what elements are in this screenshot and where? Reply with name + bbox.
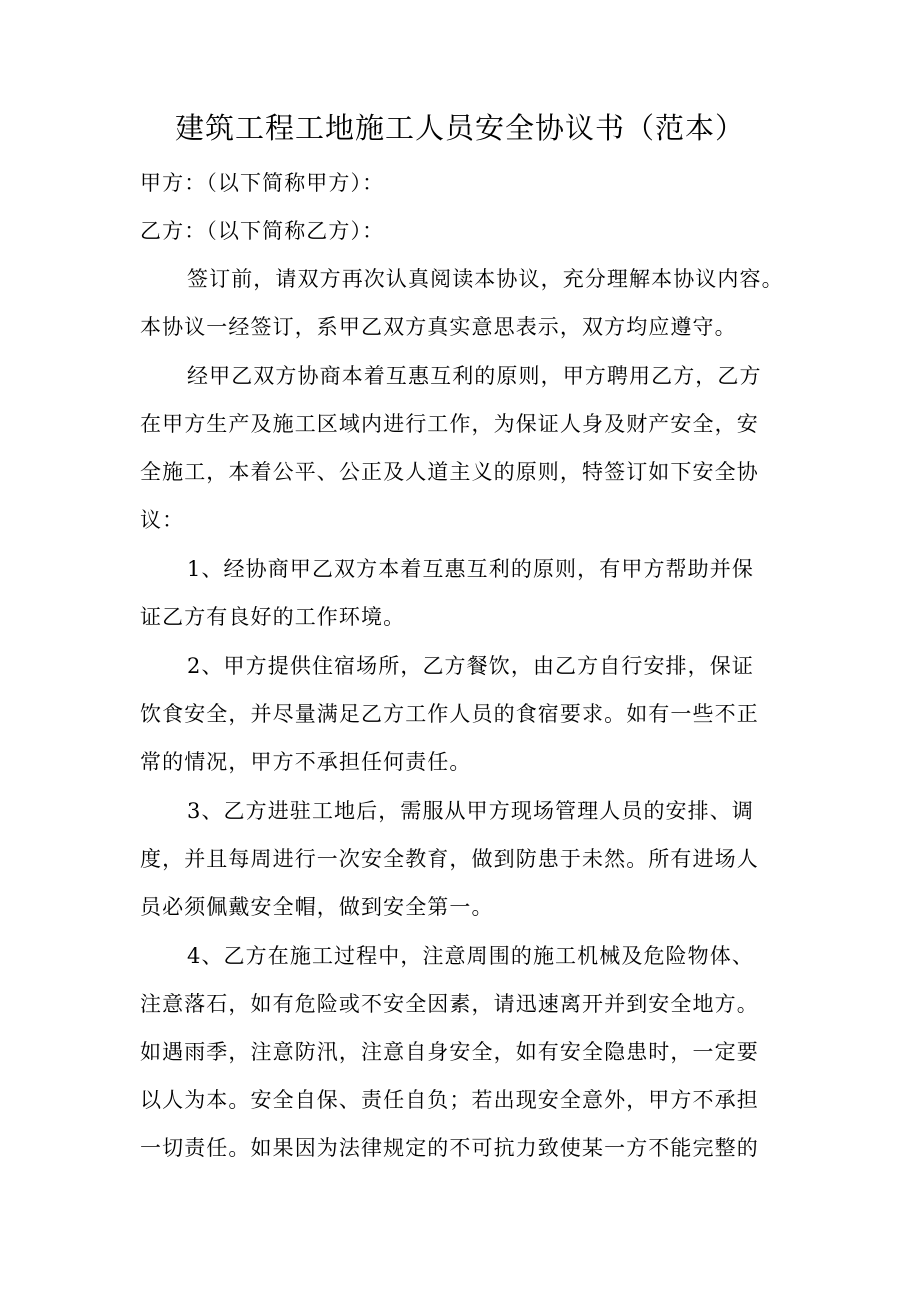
party-b-line: 乙方：（以下简称乙方）： bbox=[140, 219, 385, 243]
text-line: 注意落石，如有危险或不安全因素，请迅速离开并到安全地方。 bbox=[140, 992, 759, 1016]
text-line: 4、乙方在施工过程中，注意周围的施工机械及危险物体、 bbox=[187, 944, 754, 968]
text-line: 以人为本。安全自保、责任自负；若出现安全意外，甲方不承担 bbox=[140, 1088, 759, 1112]
text-line: 签订前，请双方再次认真阅读本协议，充分理解本协议内容。 bbox=[187, 267, 784, 291]
text-line: 议： bbox=[140, 508, 185, 532]
text-line: 经甲乙双方协商本着互惠互利的原则，甲方聘用乙方，乙方 bbox=[187, 364, 762, 388]
text-line: 1、经协商甲乙双方本着互惠互利的原则，有甲方帮助并保 bbox=[187, 557, 754, 581]
text-line: 本协议一经签订，系甲乙双方真实意思表示，双方均应遵守。 bbox=[140, 315, 737, 339]
text-line: 如遇雨季，注意防汛，注意自身安全，如有安全隐患时，一定要 bbox=[140, 1040, 759, 1064]
text-line: 一切责任。如果因为法律规定的不可抗力致使某一方不能完整的 bbox=[140, 1136, 759, 1160]
text-line: 度，并且每周进行一次安全教育，做到防患于未然。所有进场人 bbox=[140, 847, 759, 871]
text-line: 常的情况，甲方不承担任何责任。 bbox=[140, 750, 472, 774]
document-title: 建筑工程工地施工人员安全协议书（范本） bbox=[174, 111, 745, 145]
text-line: 饮食安全，并尽量满足乙方工作人员的食宿要求。如有一些不正 bbox=[140, 702, 759, 726]
text-line: 员必须佩戴安全帽，做到安全第一。 bbox=[140, 895, 494, 919]
text-line: 3、乙方进驻工地后，需服从甲方现场管理人员的安排、调 bbox=[187, 799, 754, 823]
text-line: 2、甲方提供住宿场所，乙方餐饮，由乙方自行安排，保证 bbox=[187, 654, 754, 678]
text-line: 证乙方有良好的工作环境。 bbox=[140, 605, 406, 629]
party-a-line: 甲方：（以下简称甲方）： bbox=[140, 171, 385, 195]
text-line: 在甲方生产及施工区域内进行工作，为保证人身及财产安全，安 bbox=[140, 412, 759, 436]
text-line: 全施工，本着公平、公正及人道主义的原则，特签订如下安全协 bbox=[140, 460, 759, 484]
